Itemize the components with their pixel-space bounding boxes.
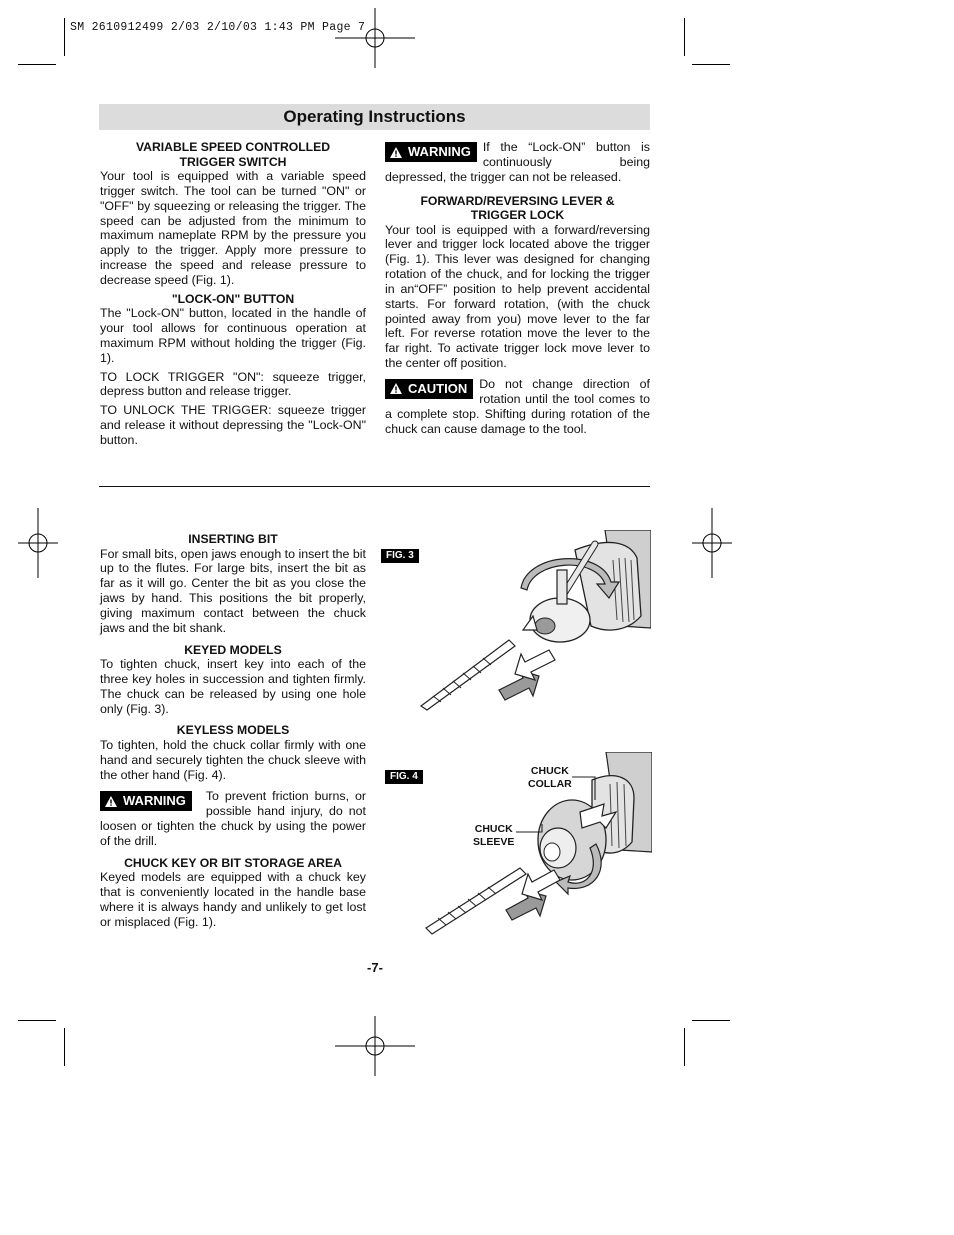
keyless-models-heading: KEYLESS MODELS bbox=[176, 723, 290, 738]
caution-text: Do not change direction of rotation until the tool comes to a complete stop. Shifting during rotation of the chuck can cause damage to the tool. bbox=[385, 376, 650, 436]
lock-trigger-instructions: TO LOCK TRIGGER "ON": squeeze trigger, depress button and release trigger. bbox=[100, 369, 366, 399]
warning-block-lock-on bbox=[385, 140, 650, 185]
warning-text-lock-on: If the “Lock-ON” button is continuously being depressed, the trigger can not be released. bbox=[385, 140, 650, 184]
print-slug-line: SM 2610912499 2/03 2/10/03 1:43 PM Page 7 bbox=[70, 21, 366, 34]
right-top-column bbox=[385, 140, 650, 436]
caution-badge: CAUTION bbox=[385, 379, 473, 399]
variable-speed-body: Your tool is equipped with a variable speed trigger switch. The tool can be turned "ON" or "OFF" by squeezing or releasing the trigger. The speed can be adjusted from the minimum to maximum nameplate RPM by the pressure you apply to the trigger. Apply more pressure to increase the speed and release pressure to decrease speed (Fig. 1). bbox=[100, 169, 366, 287]
page-title-bar bbox=[99, 104, 650, 130]
forward-reverse-heading: FORWARD/REVERSING LEVER & TRIGGER LOCK bbox=[420, 193, 615, 223]
forward-reverse-body: Your tool is equipped with a forward/reversing lever and trigger lock located above the trigger (Fig. 1). This lever was designed for changing rotation of the chuck, and for locking the trigger in an“OFF” position to help prevent accidental starts. For forward rotation, (with the chuck pointed away from you) move lever to the far left. For reverse rotation move the lever to the far right. To activate trigger lock move lever to the center off position. bbox=[385, 222, 650, 371]
fig-3-label: FIG. 3 bbox=[381, 549, 419, 563]
warning-badge: WARNING bbox=[100, 791, 192, 811]
chuck-collar-callout: CHUCK COLLAR bbox=[528, 765, 572, 790]
caution-triangle-icon bbox=[390, 383, 402, 394]
registration-mark-left bbox=[18, 508, 58, 578]
registration-mark-bottom bbox=[335, 1016, 415, 1076]
section-divider bbox=[99, 486, 650, 487]
registration-mark-right bbox=[692, 508, 732, 578]
fig-4-keyless-chuck-illustration bbox=[420, 752, 652, 936]
warning-triangle-icon bbox=[105, 796, 117, 807]
lock-on-heading: "LOCK-ON" BUTTON bbox=[171, 291, 295, 306]
keyed-models-body: To tighten chuck, insert key into each of the three key holes in succession and tighten firmly. The chuck can be released by using one hole only (Fig. 3). bbox=[100, 657, 366, 716]
keyed-models-heading: KEYED MODELS bbox=[184, 642, 282, 657]
fig-3-keyed-chuck-illustration bbox=[415, 530, 651, 715]
warning-triangle-icon bbox=[390, 147, 402, 158]
keyless-models-body: To tighten, hold the chuck collar firmly with one hand and securely tighten the chuck sleeve with the other hand (Fig. 4). bbox=[100, 737, 366, 782]
page-number: -7- bbox=[367, 960, 383, 975]
registration-mark-top bbox=[335, 8, 415, 68]
storage-area-heading: CHUCK KEY OR BIT STORAGE AREA bbox=[124, 855, 342, 870]
warning-badge: WARNING bbox=[385, 142, 477, 162]
left-top-column bbox=[100, 140, 366, 452]
inserting-bit-heading: INSERTING BIT bbox=[188, 532, 278, 546]
page-title: Operating Instructions bbox=[283, 107, 466, 126]
left-bottom-column bbox=[100, 532, 366, 934]
lock-on-body: The "Lock-ON" button, located in the handle of your tool allows for continuous operation at maximum RPM without holding the trigger (Fig. 1). bbox=[100, 306, 366, 365]
chuck-sleeve-callout: CHUCK SLEEVE bbox=[473, 823, 515, 848]
warning-block-friction bbox=[100, 789, 366, 848]
fig-4-label: FIG. 4 bbox=[385, 770, 423, 784]
variable-speed-heading: VARIABLE SPEED CONTROLLED TRIGGER SWITCH bbox=[135, 140, 331, 169]
unlock-trigger-instructions: TO UNLOCK THE TRIGGER: squeeze trigger and release it without depressing the "Lock-ON" button. bbox=[100, 403, 366, 447]
inserting-bit-body: For small bits, open jaws enough to insert the bit up to the flutes. For large bits, insert the bit as far as it will go. Center the bit as you close the jaws by hand. This positions the bit properly, giving maximum contact between the chuck jaws and the bit shank. bbox=[100, 546, 366, 635]
storage-area-body: Keyed models are equipped with a chuck key that is conveniently located in the handle base where it is always handy and unlikely to get lost or misplaced (Fig. 1). bbox=[100, 870, 366, 929]
warning-text-friction: To prevent friction burns, or possible hand injury, do not loosen or tighten the chuck by using the power of the drill. bbox=[100, 789, 366, 848]
caution-block bbox=[385, 377, 650, 436]
